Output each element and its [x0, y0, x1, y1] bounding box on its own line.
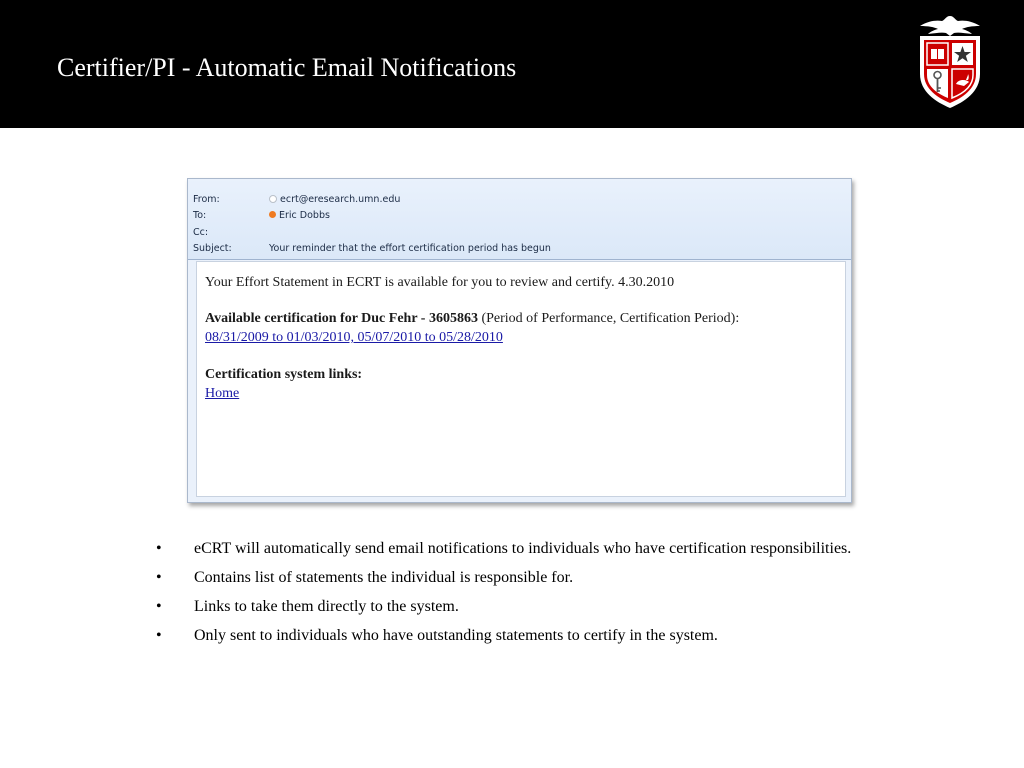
email-from-row: [193, 193, 833, 207]
available-certification-line: [205, 310, 739, 328]
email-subject-row: [193, 242, 833, 256]
slide-title: Certifier/PI - Automatic Email Notifications: [57, 53, 517, 82]
email-to-value[interactable]: [269, 209, 330, 223]
bullet-marker: •: [156, 598, 162, 615]
list-item: [156, 624, 876, 647]
email-cc-label: Cc:: [193, 227, 209, 238]
email-from-value[interactable]: [269, 193, 400, 207]
email-cc-row: [193, 226, 833, 240]
email-to-label: To:: [193, 210, 207, 221]
email-from-address[interactable]: ecrt@eresearch.umn.edu: [280, 194, 401, 205]
home-link[interactable]: Home: [205, 386, 240, 401]
bullet-text: eCRT will automatically send email notifications to individuals who have certification responsibilities.: [194, 540, 852, 557]
list-item: [156, 595, 876, 618]
bullet-list: [156, 537, 876, 653]
university-shield-logo: [912, 12, 988, 112]
available-certification-heading: Available certification for Duc Fehr - 3605863: [205, 311, 478, 326]
email-intro-text: Your Effort Statement in ECRT is available for you to review and certify. 4.30.2010: [205, 275, 675, 290]
email-from-label: From:: [193, 194, 220, 205]
bullet-text: Links to take them directly to the system.: [194, 598, 459, 615]
bullet-text: Contains list of statements the individual is responsible for.: [194, 569, 574, 586]
bullet-text: Only sent to individuals who have outstanding statements to certify in the system.: [194, 627, 718, 644]
email-screenshot: [187, 178, 852, 503]
email-subject-value: Your reminder that the effort certification period has begun: [269, 243, 551, 254]
email-subject-label: Subject:: [193, 243, 232, 254]
email-to-name[interactable]: Eric Dobbs: [279, 210, 330, 221]
slide-header: [0, 0, 1024, 128]
system-links-heading: Certification system links:: [205, 367, 363, 382]
presence-away-icon: [269, 211, 276, 218]
available-certification-note: (Period of Performance, Certification Period):: [477, 311, 740, 326]
presence-offline-icon: [269, 195, 277, 203]
list-item: [156, 537, 876, 560]
email-header-panel: [188, 179, 851, 260]
bullet-marker: •: [156, 540, 162, 557]
certification-periods-link[interactable]: 08/31/2009 to 01/03/2010, 05/07/2010 to 05/28/2010: [205, 330, 503, 345]
bullet-marker: •: [156, 569, 162, 586]
email-to-row: [193, 209, 833, 223]
email-body: [196, 261, 846, 497]
list-item: [156, 566, 876, 589]
bullet-marker: •: [156, 627, 162, 644]
